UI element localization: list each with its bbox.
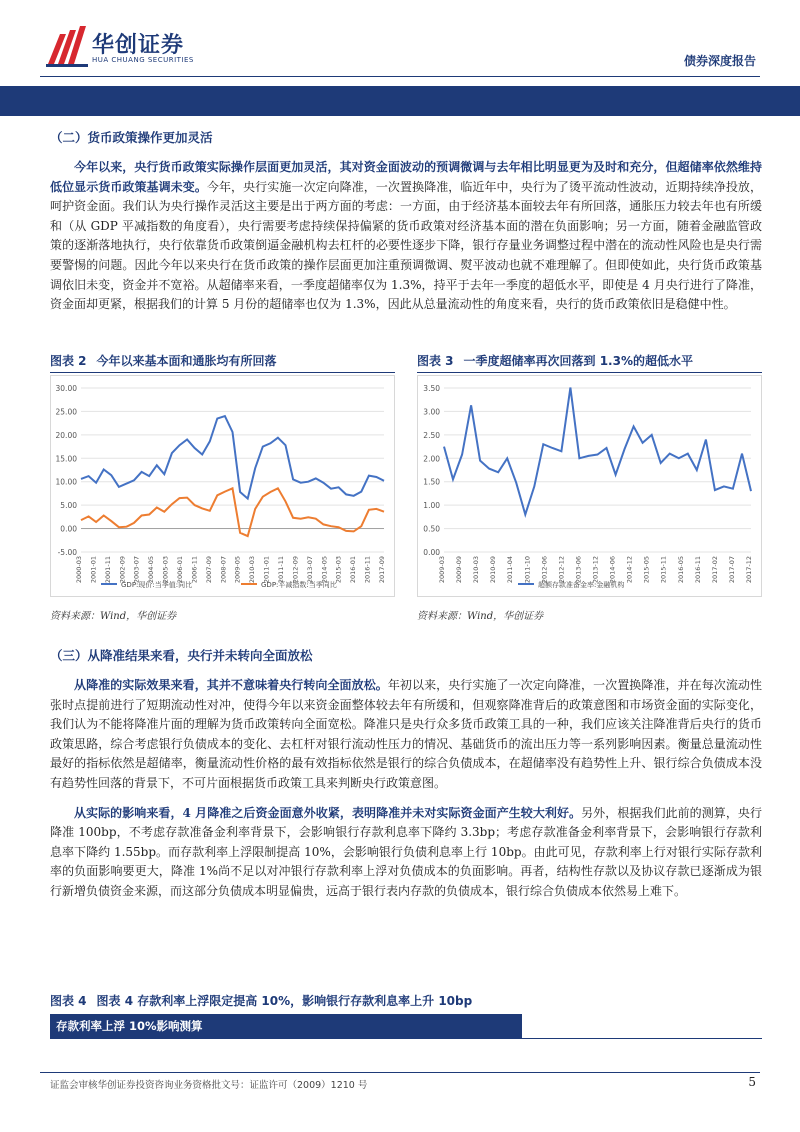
x-tick-label: 2012-06 xyxy=(540,556,549,584)
x-tick-label: 2015-03 xyxy=(334,556,343,584)
x-tick-label: 2001-11 xyxy=(103,556,112,584)
x-tick-label: 2013-06 xyxy=(574,556,583,584)
section-3-para1-rest: 年初以来，央行实施了一次定向降准，一次置换降准，并在每次流动性张时点提前进行了短期流动性对冲，使得今年以来资金面整体较去年有所缓和，但观察降准背后的政策意图和市场资金面的实际变化，我们认为不能将降准片面的理解为货币政策转向全面宽松。降准只是央行众多货币政策工具的一种，我们应该关注降准背后央行的货币政策思路，综合考虑银行负债成本的变化、去杠杆对银行流动性压力的情况、基础货币的流出压力等一系列影响因素。衡量总量流动性最好的指标依然是超储率，衡量流动性价格的最有效指标依然是银行的综合负债成本，在超储率没有趋势性上升、银行综合负债成本没有趋势性回落的背景下，不可片面根据货币政策工具来判断央行政策意图。 xyxy=(50,678,762,790)
series-line xyxy=(81,416,384,499)
y-tick-label: 2.00 xyxy=(423,454,440,464)
page-header xyxy=(0,0,800,86)
y-tick-label: 3.00 xyxy=(423,407,440,417)
y-tick-label: 2.50 xyxy=(423,430,440,440)
header-band xyxy=(0,86,800,116)
y-tick-label: 0.00 xyxy=(60,524,77,534)
figure-4-title-text: 图表 4 存款利率上浮限定提高 10%，影响银行存款利息率上升 10bp xyxy=(96,994,473,1008)
huachuang-logo-icon xyxy=(42,24,92,70)
y-tick-label: 0.00 xyxy=(423,548,440,557)
section-3-para2-rest: 另外，根据我们此前的测算，央行降准 100bp，不考虑存款准备金利率背景下，会影响银行存款利息率下降约 3.3bp；考虑存款准备金利率背景下，会影响银行存款利息率下降约 1.55bp。而存款利率上浮限制提高 10%，会影响银行负债利息率上行 10bp。由此可见，存款利率上行对银行实际存款利率的负面影响要更大，降准 1%尚不足以对冲银行存款利率上浮对负债成本的负面影响。再者，结构性存款以及协议存款已逐渐成为银行新增负债资金来源，而这部分负债成本明显偏贵，远高于银行表内存款的负债成本，银行综合负债成本依然易上难下。 xyxy=(50,805,762,898)
figure-2-rule xyxy=(50,372,395,373)
x-tick-label: 2016-11 xyxy=(363,556,372,584)
figure-3-title-text: 一季度超储率再次回落到 1.3%的超低水平 xyxy=(463,354,693,368)
footer-license: 证监会审核华创证券投资咨询业务资格批文号：证监许可（2009）1210 号 xyxy=(50,1080,368,1091)
legend-label: GDP:现价:当季值:同比 xyxy=(121,581,193,589)
chart-gdp-deflator xyxy=(51,376,394,596)
figure-3 xyxy=(417,352,762,622)
figure-2-num: 图表 2 xyxy=(50,354,87,368)
y-tick-label: 1.00 xyxy=(423,501,440,511)
section-3-title: （三）从降准结果来看，央行并未转向全面放松 xyxy=(50,648,313,663)
figure-3-rule xyxy=(417,372,762,373)
figure-3-title xyxy=(417,352,762,370)
y-tick-label: 0.50 xyxy=(423,524,440,534)
x-tick-label: 2016-11 xyxy=(693,556,702,584)
x-tick-label: 2014-05 xyxy=(320,556,329,584)
chart-excess-reserve xyxy=(418,376,761,596)
figure-2-chart xyxy=(50,375,395,597)
figure-3-source: 资料来源：Wind，华创证券 xyxy=(417,611,544,622)
x-tick-label: 2010-09 xyxy=(489,556,498,584)
section-3-paragraph-1 xyxy=(50,676,762,794)
series-line xyxy=(444,388,751,515)
header-rule xyxy=(40,76,760,77)
x-tick-label: 2006-11 xyxy=(190,556,199,584)
x-tick-label: 2005-03 xyxy=(161,556,170,584)
section-2-paragraph xyxy=(50,158,762,315)
report-type: 债券深度报告 xyxy=(683,54,756,68)
x-tick-label: 2002-09 xyxy=(118,556,127,584)
section-2-para-rest: 今年，央行实施一次定向降准，一次置换降准，临近年中，央行为了烫平流动性波动，近期持续净投放，呵护资金面。我们认为央行操作灵活这主要是出于两方面的考虑：一方面，由于经济基本面较去年有所回落，通胀压力较去年也有所缓和（从 GDP 平减指数的角度看），央行需要考虑持续保持偏紧的货币政策对经济基本面的潜在负面影响；另一方面，随着金融监管政策的逐渐落地执行，央行依靠货币政策倒逼金融机构去杠杆的必要性逐步下降，银行存量业务调整过程中潜在的流动性风险也是央行需要警惕的问题。因此今年以来央行在货币政策的操作层面更加注重预调微调、熨平波动也就不难理解了。但即使如此，央行货币政策基调依旧未变，资金并不宽裕。从超储率来看，一季度超储率仅为 1.3%，持平于去年一季度的超低水平，即使是 4 月央行进行了降准，资金面却更紧，根据我们的计算 5 月份的超储率也仅为 1.3%，因此从总量流动性的角度来看，央行的货币政策依旧是稳健中性。 xyxy=(50,179,762,312)
x-tick-label: 2007-09 xyxy=(204,556,213,584)
figure-row xyxy=(50,352,762,642)
x-tick-label: 2010-03 xyxy=(248,556,257,584)
x-tick-label: 2013-12 xyxy=(591,556,600,584)
y-tick-label: 25.00 xyxy=(55,407,77,417)
legend-label: GDP:平减指数:当季同比 xyxy=(261,581,337,589)
x-tick-label: 2009-09 xyxy=(455,556,464,584)
x-tick-label: 2017-07 xyxy=(727,556,736,584)
x-tick-label: 2017-02 xyxy=(710,556,719,584)
section-3-para2-bold: 从实际的影响来看，4 月降准之后资金面意外收紧，表明降准并未对实际资金面产生较大利好。 xyxy=(74,805,582,820)
figure-2-title-text: 今年以来基本面和通胀均有所回落 xyxy=(96,354,277,368)
x-tick-label: 2016-05 xyxy=(676,556,685,584)
x-tick-label: 2017-12 xyxy=(745,556,753,584)
section-3-para1-bold: 从降准的实际效果来看，其并不意味着央行转向全面放松。 xyxy=(74,678,388,692)
figure-4-num: 图表 4 xyxy=(50,994,87,1008)
figure-4-title xyxy=(50,992,762,1010)
x-tick-label: 2015-05 xyxy=(642,556,651,584)
y-tick-label: 30.00 xyxy=(55,384,77,393)
x-tick-label: 2012-12 xyxy=(557,556,566,584)
x-tick-label: 2017-09 xyxy=(378,556,386,584)
section-3-paragraph-2 xyxy=(50,804,762,902)
logo-text-en: HUA CHUANG SECURITIES xyxy=(92,56,194,64)
x-tick-label: 2010-03 xyxy=(472,556,481,584)
y-tick-label: 5.00 xyxy=(60,501,77,511)
y-tick-label: 10.00 xyxy=(55,477,77,487)
figure-2 xyxy=(50,352,395,622)
footer-rule xyxy=(40,1072,760,1073)
y-tick-label: 15.00 xyxy=(55,454,77,464)
x-tick-label: 2011-01 xyxy=(262,556,271,584)
x-tick-label: 2011-10 xyxy=(523,556,532,584)
x-tick-label: 2011-11 xyxy=(277,556,285,584)
section-2 xyxy=(50,124,762,315)
x-tick-label: 2014-06 xyxy=(608,556,617,584)
figure-2-source: 资料来源：Wind，华创证券 xyxy=(50,611,177,622)
x-tick-label: 2009-03 xyxy=(438,556,446,584)
y-tick-label: 3.50 xyxy=(423,384,440,393)
figure-4-table-header: 存款利率上浮 10%影响测算 xyxy=(50,1014,522,1038)
section-2-title: （二）货币政策操作更加灵活 xyxy=(50,130,213,145)
y-tick-label: 20.00 xyxy=(55,430,77,440)
y-tick-label: -5.00 xyxy=(57,548,77,557)
x-tick-label: 2011-04 xyxy=(506,556,515,584)
x-tick-label: 2012-09 xyxy=(291,556,300,584)
x-tick-label: 2014-12 xyxy=(625,556,634,584)
figure-3-num: 图表 3 xyxy=(417,354,454,368)
figure-3-chart xyxy=(417,375,762,597)
x-tick-label: 2001-01 xyxy=(89,556,98,584)
x-tick-label: 2015-11 xyxy=(659,556,668,584)
x-tick-label: 2008-07 xyxy=(219,556,228,584)
x-tick-label: 2006-01 xyxy=(176,556,184,584)
legend-label: 超额存款准备金率:金融机构 xyxy=(538,581,625,589)
x-tick-label: 2004-05 xyxy=(147,556,156,584)
logo-text-cn: 华创证券 xyxy=(92,33,185,58)
section-3 xyxy=(50,642,762,902)
figure-4 xyxy=(50,992,762,1039)
x-tick-label: 2013-07 xyxy=(305,556,314,584)
figure-2-title xyxy=(50,352,395,370)
y-tick-label: 1.50 xyxy=(423,477,440,487)
x-tick-label: 2003-07 xyxy=(132,556,141,584)
x-tick-label: 2016-01 xyxy=(349,556,358,584)
section-2-para-bold: 今年以来，央行货币政策实际操作层面更加灵活，其对资金面波动的预调微调与去年相比明显更为及时和充分，但超储率依然维持低位显示货币政策基调未变。 xyxy=(50,160,762,194)
figure-4-table-rule xyxy=(50,1038,762,1039)
x-tick-label: 2000-03 xyxy=(75,556,83,584)
x-tick-label: 2009-05 xyxy=(233,556,242,584)
page-number: 5 xyxy=(748,1075,756,1089)
